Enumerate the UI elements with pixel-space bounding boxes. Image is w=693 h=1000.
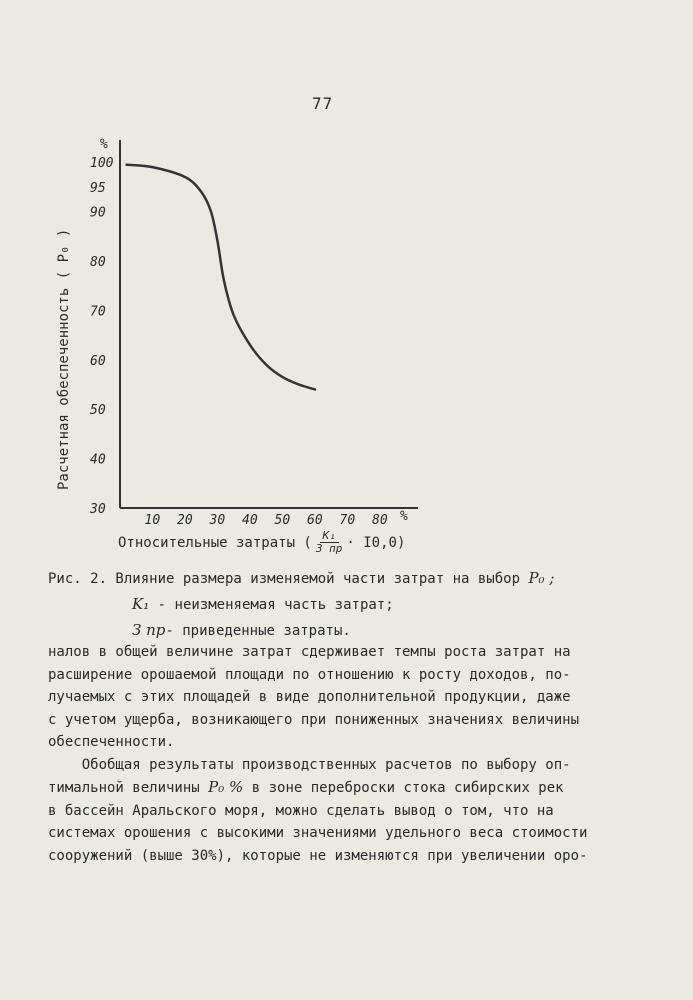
y-tick-label: 100	[90, 156, 114, 172]
y-tick-label: 40	[90, 452, 106, 468]
x-tick-label: 80	[372, 513, 388, 528]
x-tick-labels	[145, 509, 409, 528]
x-axis-label-fraction	[316, 530, 343, 555]
caption-symbol-k1: K₁	[132, 595, 150, 613]
y-axis-label-group	[56, 229, 72, 490]
y-axis-label: Расчетная обеспеченность ( P₀ )	[56, 228, 72, 490]
series-line-p0	[127, 165, 316, 390]
para2-symbol-p0: P₀ %	[208, 778, 244, 796]
x-axis-label-text: Относительные затраты (	[118, 534, 312, 551]
para1-line: расширение орошаемой площади по отношению к росту доходов, по-	[48, 666, 571, 683]
caption-text-3: - приведенные затраты.	[165, 623, 351, 639]
x-axis-label	[118, 530, 405, 555]
x-tick-label: 20	[177, 513, 193, 528]
body-text	[48, 641, 648, 867]
x-tick-label: 70	[339, 513, 356, 528]
caption-symbol-zpr: З пр	[132, 621, 166, 639]
para2-line-2-end: в зоне переброски стока сибирских рек	[243, 780, 564, 796]
figure-caption	[48, 566, 648, 644]
y-tick-label: 95	[90, 180, 106, 196]
chart-series	[127, 165, 316, 390]
fraction-numerator: K₁	[320, 530, 339, 543]
page-number: 77	[312, 94, 334, 113]
para1-line: с учетом ущерба, возникающего при пониженных значениях величины	[48, 711, 580, 728]
y-tick-label: 90	[90, 205, 106, 221]
para2-line: в бассейн Аральского моря, можно сделать вывод о том, что на	[48, 802, 554, 819]
x-tick-label: 40	[242, 513, 258, 528]
y-unit-label: %	[100, 137, 108, 152]
y-tick-label: 60	[90, 353, 106, 369]
para1-line: налов в общей величине затрат сдерживает темпы роста затрат на	[48, 644, 571, 660]
caption-line-1	[48, 566, 648, 592]
chart-axes	[120, 140, 418, 508]
para2-line-2-start: тимальной величины	[48, 780, 209, 796]
caption-text-2: - неизменяемая часть затрат;	[149, 597, 394, 613]
para2-rest	[48, 800, 648, 868]
x-tick-label: 10	[144, 513, 161, 528]
caption-line-2	[48, 592, 648, 618]
para1-line: обеспеченности.	[48, 734, 175, 750]
x-axis-label-suffix: · I0,0)	[346, 534, 406, 551]
para2-line: системах орошения с высокими значениями удельного веса стоимости	[48, 825, 588, 841]
x-tick-label: 50	[274, 513, 291, 528]
caption-symbol-p0: P₀ ;	[528, 569, 555, 587]
y-tick-label: 30	[90, 502, 106, 517]
y-tick-label: 80	[90, 255, 106, 270]
para2-line: сооружений (выше 30%), которые не изменяются при увеличении оро-	[48, 847, 588, 864]
y-tick-label: 50	[90, 403, 106, 419]
x-unit-label: %	[400, 509, 408, 524]
fraction-denominator: З пр	[315, 542, 343, 555]
y-tick-label: 70	[90, 304, 106, 320]
x-tick-label: 60	[307, 513, 323, 528]
paragraph-1	[48, 641, 648, 754]
para2-line-2	[48, 776, 648, 800]
caption-text-1: Рис. 2. Влияние размера изменяемой части затрат на выбор	[48, 571, 521, 587]
y-tick-labels	[89, 137, 114, 517]
x-tick-label: 30	[209, 513, 226, 528]
para1-line: лучаемых с этих площадей в виде дополнительной продукции, даже	[48, 689, 571, 705]
para2-line-1: Обобщая результаты производственных расчетов по выбору оп-	[48, 756, 571, 773]
paragraph-2	[48, 754, 648, 868]
